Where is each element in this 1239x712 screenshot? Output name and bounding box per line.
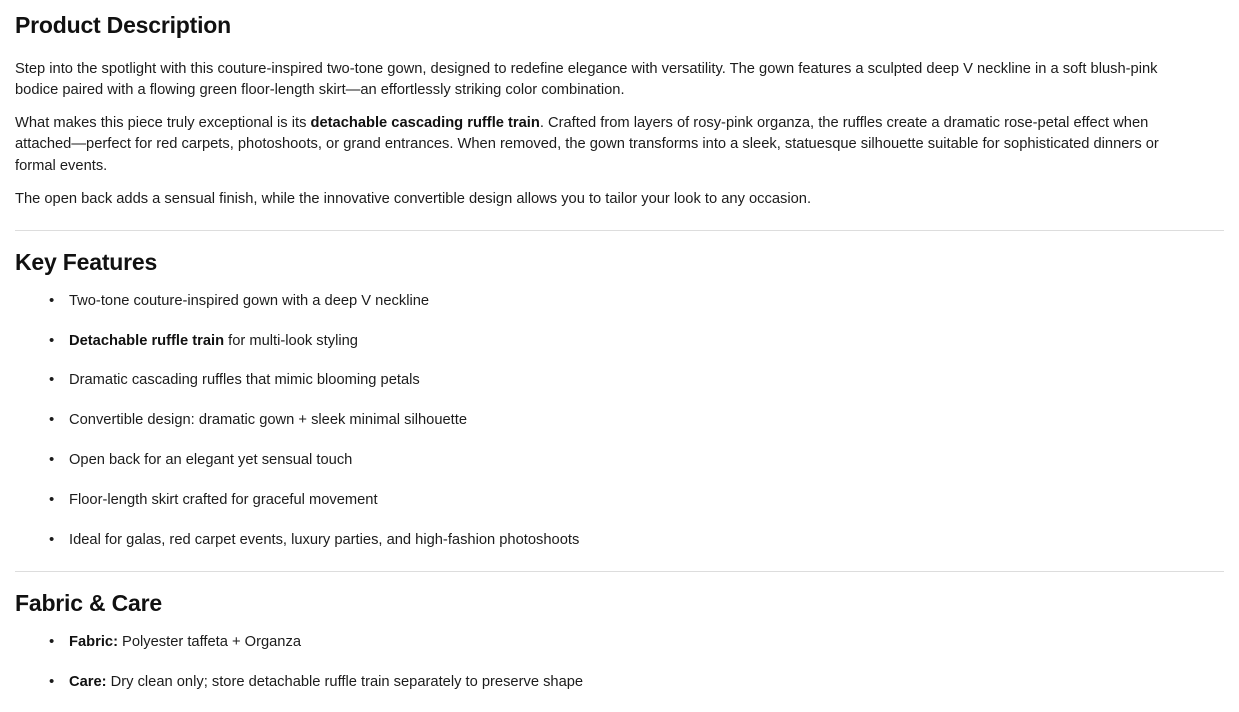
list-item bbox=[53, 530, 1224, 551]
item-text-bold: Care: bbox=[69, 673, 107, 690]
list-item bbox=[53, 331, 1224, 352]
item-text-before: Two-tone couture-inspired gown with a deep V neckline bbox=[69, 292, 430, 309]
list-item bbox=[53, 410, 1224, 431]
item-text-bold: Detachable ruffle train bbox=[69, 332, 225, 349]
list-item bbox=[53, 632, 1224, 653]
paragraph-text-after: . Crafted from layers of rosy-pink organza, the ruffles create a dramatic rose-petal effect when attached—perfect for red carpets, photoshoots, or grand entrances. When removed, the gown transforms into a sleek, statuesque silhouette suitable for sophisticated dinners or formal events. bbox=[15, 114, 1159, 175]
fabric-care-list bbox=[15, 622, 1224, 694]
item-text-before: Ideal for galas, red carpet events, luxury parties, and high-fashion photoshoots bbox=[69, 531, 580, 548]
item-text-bold: Fabric: bbox=[69, 633, 118, 650]
list-item bbox=[53, 672, 1224, 693]
key-features-heading: Key Features bbox=[15, 249, 158, 276]
list-item bbox=[53, 450, 1224, 471]
key-features-section bbox=[15, 231, 1224, 551]
item-text-before: Dramatic cascading ruffles that mimic blooming petals bbox=[69, 372, 420, 389]
list-item bbox=[53, 490, 1224, 511]
description-paragraph bbox=[15, 44, 1200, 102]
key-features-list bbox=[15, 281, 1224, 551]
item-text-before: Open back for an elegant yet sensual touch bbox=[69, 452, 353, 469]
fabric-care-section bbox=[15, 572, 1224, 693]
paragraph-text-before: The open back adds a sensual finish, while the innovative convertible design allows you to tailor your look to any occasion. bbox=[15, 190, 812, 207]
paragraph-text-before: What makes this piece truly exceptional is its bbox=[15, 114, 311, 131]
fabric-care-heading: Fabric & Care bbox=[15, 590, 162, 617]
paragraph-text-bold: detachable cascading ruffle train bbox=[310, 114, 540, 131]
item-text-before: Convertible design: dramatic gown + sleek minimal silhouette bbox=[69, 412, 467, 429]
item-text-after: Dry clean only; store detachable ruffle train separately to preserve shape bbox=[106, 673, 584, 690]
item-text-before: Floor-length skirt crafted for graceful movement bbox=[69, 491, 378, 508]
item-text-after: Polyester taffeta + Organza bbox=[117, 633, 301, 650]
item-text-after: for multi-look styling bbox=[224, 332, 358, 349]
product-description-heading: Product Description bbox=[15, 12, 232, 38]
paragraph-text-before: Step into the spotlight with this couture-inspired two-tone gown, designed to redefine elegance with versatility. The gown features a sculpted deep V neckline in a soft blush-pink bodice paired with a flowing green floor-length skirt—an effortlessly striking color combination. bbox=[15, 60, 1158, 99]
list-item bbox=[53, 291, 1224, 312]
description-paragraph bbox=[15, 178, 1200, 211]
product-description-section bbox=[15, 0, 1224, 210]
list-item bbox=[53, 370, 1224, 391]
description-paragraph bbox=[15, 102, 1200, 178]
